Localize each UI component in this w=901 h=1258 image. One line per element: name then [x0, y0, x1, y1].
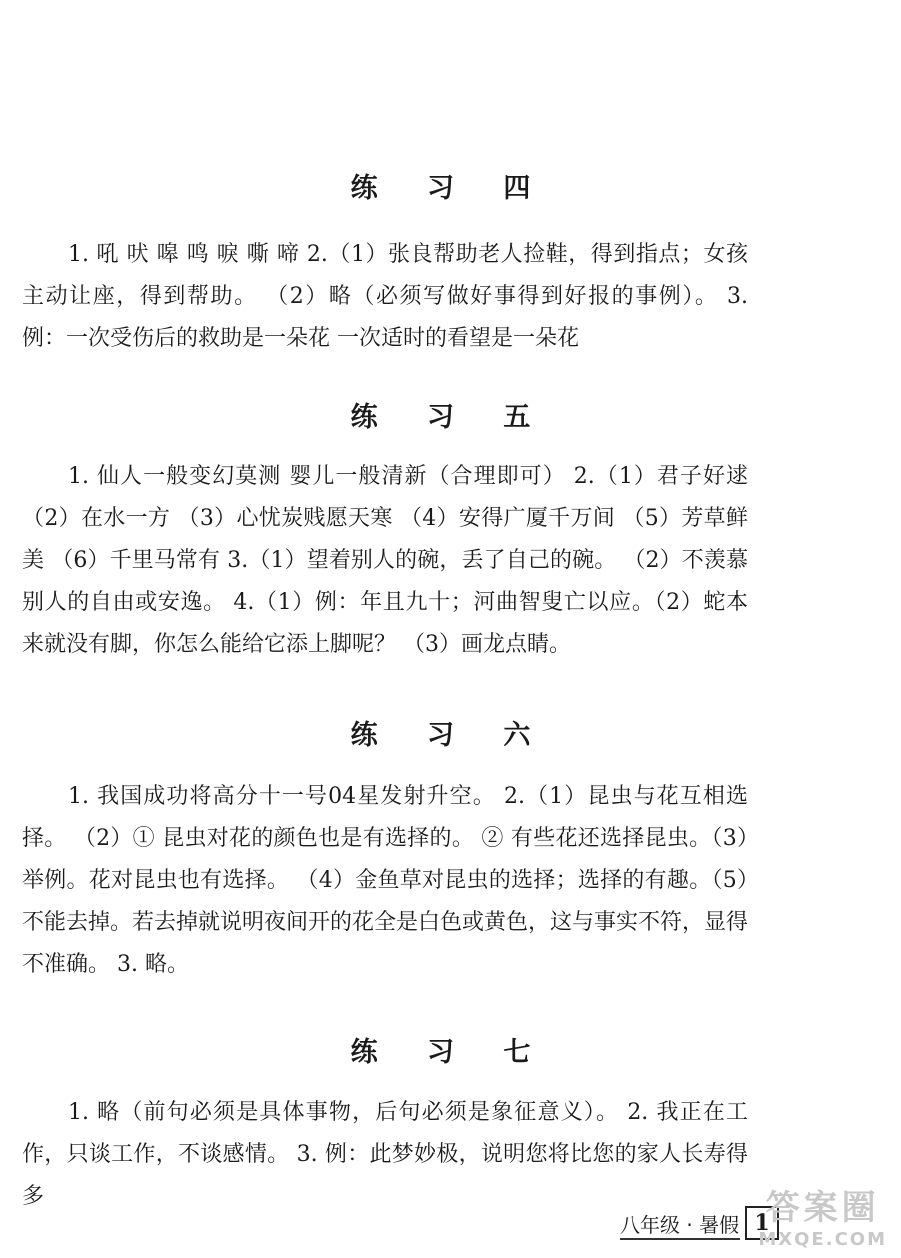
grade-label: 八年级 · 暑假 [620, 1212, 740, 1237]
section-title-4: 练 习 四 [350, 173, 551, 204]
footer-divider [620, 1238, 740, 1240]
section-body-5: 1. 仙人一般变幻莫测 婴儿一般清新（合理即可） 2.（1）君子好逑 （2）在水一方 （3）心忧炭贱愿天寒 （4）安得广厦千万间 （5）芳草鲜美 （6）千里马常有 3.（1）望着别人的碗，丢了自己的碗。 （2）不羡慕别人的自由或安逸。 4.（1）例：年且九十；河曲智叟亡以应。（2）蛇本来就没有脚，你怎么能给它添上脚呢？ （3）画龙点睛。 [22, 464, 748, 657]
page-footer [620, 1208, 779, 1238]
watermark-main: 答案圈 [765, 1188, 880, 1228]
section-title-5: 练 习 五 [350, 402, 551, 433]
watermark-logo [758, 1180, 887, 1250]
section-title-7: 练 习 七 [350, 1037, 551, 1068]
section-body-6: 1. 我国成功将高分十一号04星发射升空。 2.（1）昆虫与花互相选择。 （2）① 昆虫对花的颜色也是有选择的。 ② 有些花还选择昆虫。（3）举例。花对昆虫也有选择。 （4）金鱼草对昆虫的选择；选择的有趣。（5）不能去掉。若去掉就说明夜间开的花全是白色或黄色，这与事实不符，显得不准确。 3. 略。 [22, 784, 749, 977]
watermark-sub: MXQE.COM [758, 1229, 887, 1250]
section-body-4: 1. 吼 吠 嗥 鸣 唳 嘶 啼 2.（1）张良帮助老人捡鞋，得到指点；女孩主动让座，得到帮助。 （2）略（必须写做好事得到好报的事例）。 3. 例：一次受伤后的救助是一朵花 一次适时的看望是一朵花 [22, 242, 748, 351]
section-body-7: 1. 略（前句必须是具体事物，后句必须是象征意义）。 2. 我正在工作，只谈工作，不谈感情。 3. 例：此梦妙极，说明您将比您的家人长寿得多 [22, 1100, 748, 1209]
page-number: 1 [745, 1206, 779, 1240]
section-title-6: 练 习 六 [350, 720, 551, 751]
